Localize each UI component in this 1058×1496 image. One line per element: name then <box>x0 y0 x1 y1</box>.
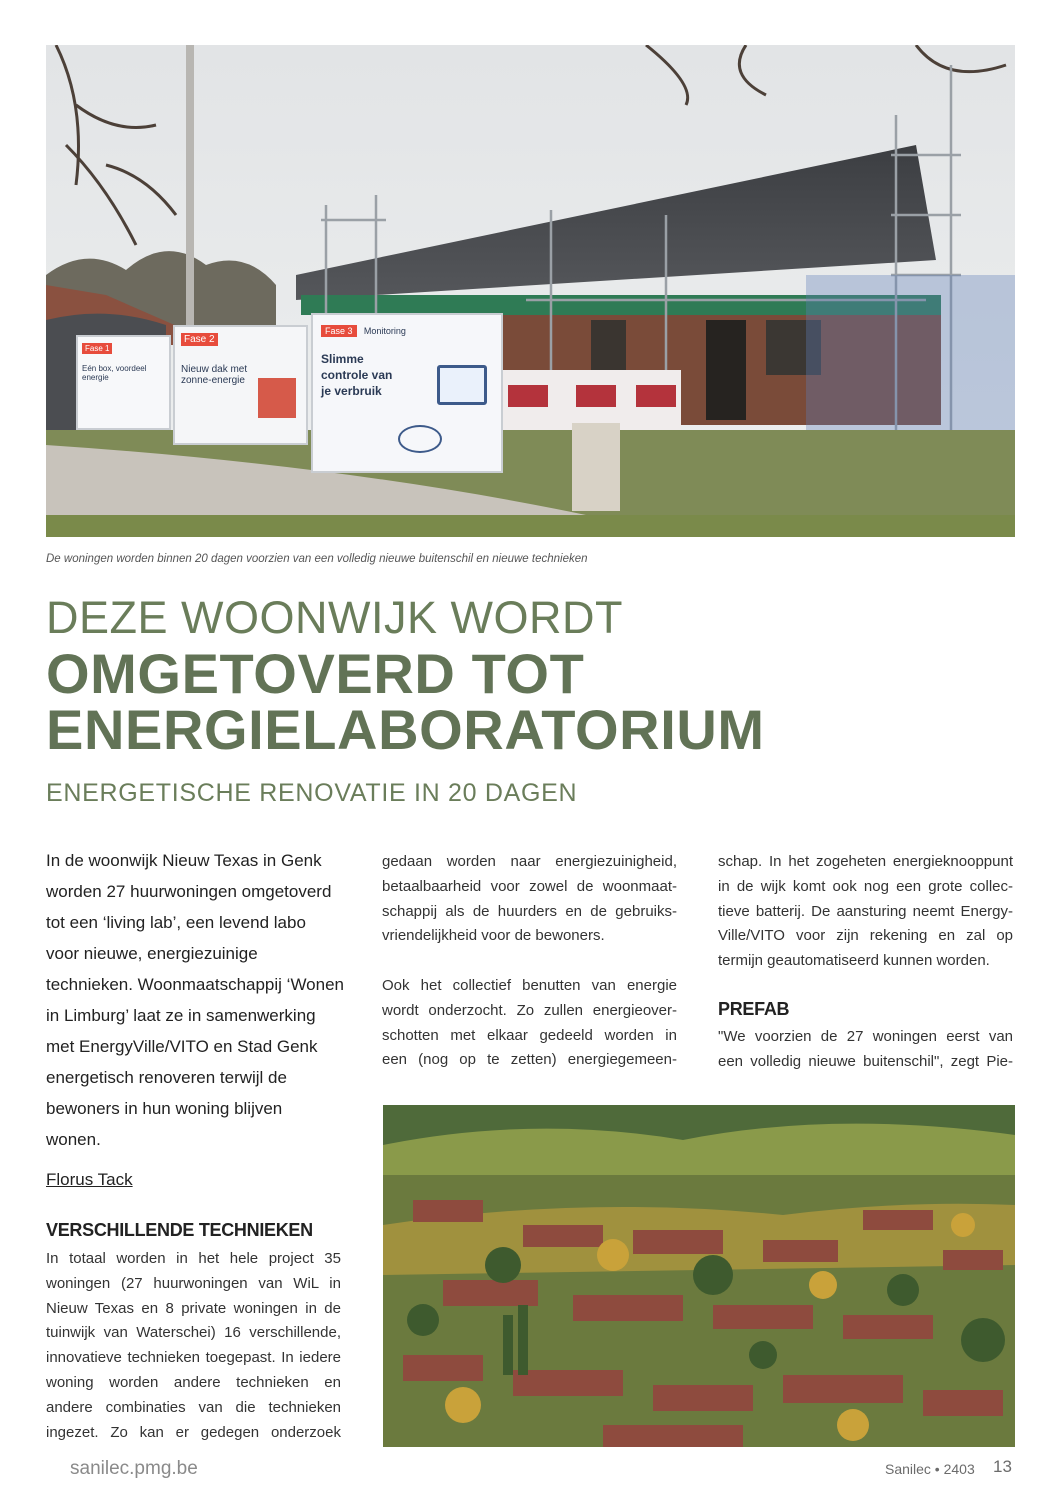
footer-issue: Sanilec • 2403 <box>885 1461 975 1477</box>
banner-tag: Fase 3 <box>321 325 357 337</box>
body-line: woning worden andere technieken en <box>46 1373 341 1391</box>
body-line: tieve batterij. De aansturing neemt Energy- <box>718 902 1013 920</box>
body-line: andere combinaties van die technieken <box>46 1398 341 1416</box>
construction-photo <box>46 45 1015 537</box>
headline-line-1: OMGETOVERD TOT <box>46 642 585 705</box>
body-line: schappij als de huurders en de gebruiks- <box>382 902 677 920</box>
section-technieken-text <box>46 1247 341 1445</box>
cyclists-icon <box>398 425 442 453</box>
body-line: schotten met elkaar gedeeld worden in <box>382 1026 677 1044</box>
headline-line-2: ENERGIELABORATORIUM <box>46 698 765 761</box>
body-line: Ook het collectief benutten van energie <box>382 977 677 994</box>
photo-caption: De woningen worden binnen 20 dagen voorzien van een volledig nieuwe buitenschil en nieuwe technieken <box>46 553 588 565</box>
intro-line: In de woonwijk Nieuw Texas in Genk <box>46 851 322 870</box>
body-line: woningen (27 huurwoningen van WiL in <box>46 1274 341 1292</box>
body-line: Nieuw Texas en 8 private woningen in de <box>46 1299 341 1317</box>
intro-paragraph <box>46 845 346 1155</box>
column-2-paragraph-2 <box>382 974 677 1073</box>
body-line: vriendelijkheid voor de bewoners. <box>382 927 605 945</box>
body-line: innovatieve technieken toegepast. In iedere <box>46 1349 341 1367</box>
body-line: schap. In het zogeheten energieknooppunt <box>718 853 1013 870</box>
body-line: Ville/VITO voor zijn rekening en zal op <box>718 927 1013 945</box>
intro-line: bewoners in hun woning blijven <box>46 1099 283 1118</box>
body-line: ingezet. Zo kan er gedegen onderzoek <box>46 1423 341 1441</box>
neighbourhood-aerial-illustration <box>383 1105 1015 1447</box>
body-line: een volledig nieuwe buitenschil", zegt Pie- <box>718 1052 1013 1070</box>
construction-photo-illustration <box>46 45 1015 537</box>
intro-line: energetisch renoveren terwijl de <box>46 1068 287 1087</box>
banner-phase-2 <box>173 325 308 445</box>
house-icon <box>258 378 296 418</box>
column-2-paragraph-1 <box>382 850 677 949</box>
body-line: in de wijk komt ook nog een grote collec- <box>718 877 1013 895</box>
intro-line: worden 27 huurwoningen omgetoverd <box>46 882 332 901</box>
banner-tag: Fase 2 <box>181 333 218 346</box>
banner-tag: Fase 1 <box>82 343 112 354</box>
intro-line: wonen. <box>46 1130 101 1149</box>
column-3-paragraph-2 <box>718 1025 1013 1075</box>
body-line: een (nog op te zetten) energiegemeen- <box>382 1051 677 1069</box>
banner-text: Eén box, voordeel energie <box>82 364 147 382</box>
neighbourhood-aerial-photo <box>383 1105 1015 1447</box>
page-number: 13 <box>993 1457 1012 1476</box>
body-line: betaalbaarheid voor zowel de woonmaat- <box>382 877 677 895</box>
banner-tag-2: Monitoring <box>363 326 406 336</box>
intro-line: technieken. Woonmaatschappij ‘Wonen <box>46 975 344 994</box>
banner-phase-1 <box>76 335 171 430</box>
body-line: "We voorzien de 27 woningen eerst van <box>718 1028 1013 1045</box>
section-heading-technieken: VERSCHILLENDE TECHNIEKEN <box>46 1220 313 1240</box>
body-line: gedaan worden naar energiezuinigheid, <box>382 853 677 870</box>
section-heading-prefab: PREFAB <box>718 999 790 1019</box>
body-line: wordt onderzocht. Zo zullen energieover- <box>382 1001 677 1019</box>
footer-website[interactable]: sanilec.pmg.be <box>70 1458 198 1479</box>
subheadline: ENERGETISCHE RENOVATIE IN 20 DAGEN <box>46 779 578 807</box>
headline-kicker: DEZE WOONWIJK WORDT <box>46 592 623 643</box>
intro-line: met EnergyVille/VITO en Stad Genk <box>46 1037 318 1056</box>
author-byline: Florus Tack <box>46 1170 133 1189</box>
banner-text: Slimme controle van je verbruik <box>321 352 393 398</box>
banner-text: Nieuw dak met zonne-energie <box>181 364 248 386</box>
column-3-paragraph-1 <box>718 850 1013 974</box>
banner-phase-3 <box>311 313 503 473</box>
intro-line: tot een ‘living lab’, een levend labo <box>46 913 306 932</box>
intro-line: voor nieuwe, energiezuinige <box>46 944 258 963</box>
monitor-icon <box>437 365 487 405</box>
body-line: tuinwijk van Waterschei) 16 verschillende, <box>46 1324 341 1342</box>
body-line: In totaal worden in het hele project 35 <box>46 1250 341 1267</box>
body-line: termijn geautomatiseerd kunnen worden. <box>718 952 990 970</box>
intro-line: in Limburg’ laat ze in samenwerking <box>46 1006 316 1025</box>
